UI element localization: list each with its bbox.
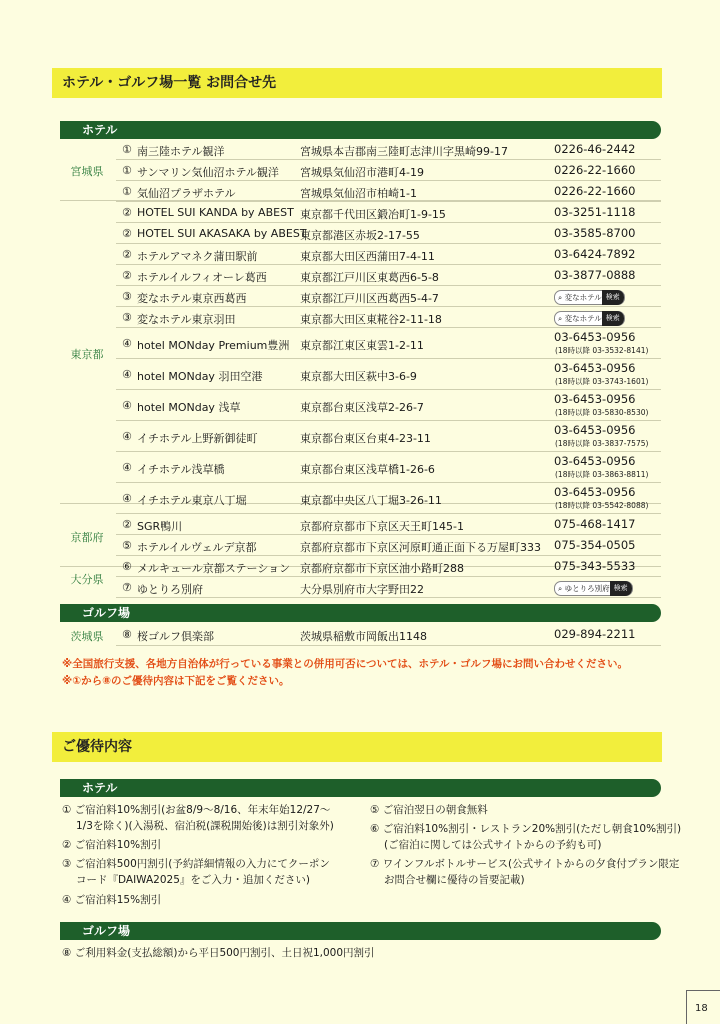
hotel-name: 変なホテル東京西葛西 [137,292,247,305]
hotel-row [116,359,661,390]
section-title-contacts: ホテル・ゴルフ場一覧 お問合せ先 [52,68,662,98]
search-keyword: 変なホテル [564,293,602,302]
search-icon: ⌕ [558,584,565,593]
hotel-number: ④ [122,399,132,412]
benefit-7: ⑦ ワインフルボトルサービス(公式サイトからの夕食付プラン限定 [370,858,680,870]
hotel-number: ① [122,164,132,177]
golf-address: 茨城県稲敷市岡飯出1148 [300,630,427,643]
hotel-address: 東京都港区赤坂2-17-55 [300,229,420,242]
hotel-address: 東京都江戸川区西葛西5-4-7 [300,292,439,305]
hotel-tel: 03-6453-0956 [554,454,636,468]
hotel-tel-after-18: (18時以降 03-5830-8530) [555,408,649,417]
benefit-7-cont: お問合せ欄に優待の旨要記載) [384,874,525,886]
hotel-address: 大分県別府市大字野田22 [300,583,424,596]
hotel-name: メルキュール京都ステーション [137,562,291,575]
hotel-name: ゆとりろ別府 [137,583,203,596]
hotel-number: ① [122,143,132,156]
hotel-address: 京都府京都市下京区天王町145-1 [300,520,464,533]
hotel-name: ホテルイルフィオーレ葛西 [137,271,267,284]
hotel-tel: 075-354-0505 [554,538,636,552]
hotel-bar: ホテル [60,121,661,139]
hotel-number: ② [122,248,132,261]
hotel-address: 東京都江戸川区東葛西6-5-8 [300,271,439,284]
hotel-name: イチホテル上野新御徒町 [137,432,258,445]
hotel-row [116,307,661,328]
hotel-address: 東京都台東区浅草2-26-7 [300,401,424,414]
hotel-number: ② [122,269,132,282]
hotel-number: ④ [122,430,132,443]
benefit-1-cont: 1/3を除く)(入湯税、宿泊税(課税開始後)は割引対象外) [76,820,334,832]
hotel-number: ④ [122,492,132,505]
hotel-row [116,556,661,577]
hotel-tel-after-18: (18時以降 03-5542-8088) [555,501,649,510]
benefit-hotel-bar: ホテル [60,779,661,797]
hotel-name: SGR鴨川 [137,520,183,533]
hotel-tel: 075-343-5533 [554,559,636,573]
hotel-row [116,265,661,286]
hotel-tel: 03-6453-0956 [554,423,636,437]
hotel-row [116,139,661,160]
hotel-tel: 03-6453-0956 [554,392,636,406]
hotel-name: hotel MONday 浅草 [137,401,241,414]
search-button[interactable]: 検索 [602,311,624,326]
hotel-address: 京都府京都市下京区油小路町288 [300,562,464,575]
hotel-tel: 0226-22-1660 [554,163,636,177]
golf-number: ⑧ [122,628,132,641]
hotel-row [116,514,661,535]
hotel-address: 東京都江東区東雲1-2-11 [300,339,424,352]
hotel-row [116,223,661,244]
hotel-tel-after-18: (18時以降 03-3863-8811) [555,470,649,479]
hotel-row [116,202,661,223]
hotel-name: 気仙沼プラザホテル [137,187,236,200]
search-box[interactable] [554,581,633,596]
hotel-address: 東京都台東区台東4-23-11 [300,432,431,445]
hotel-name: ホテルアマネク蒲田駅前 [137,250,258,263]
benefit-3-cont: コード『DAIWA2025』をご入力・追加ください) [76,874,310,886]
benefit-4: ④ ご宿泊料15%割引 [62,894,162,906]
hotel-number: ③ [122,311,132,324]
hotel-number: ② [122,206,132,219]
hotel-tel: 03-3585-8700 [554,226,636,240]
pref-oita: 大分県 [70,573,104,586]
search-icon: ⌕ [558,293,565,302]
golf-bar: ゴルフ場 [60,604,661,622]
hotel-number: ⑦ [122,581,132,594]
benefit-8: ⑧ ご利用料金(支払総額)から平日500円割引、土日祝1,000円割引 [62,947,375,959]
page-number: 18 [686,990,720,1024]
hotel-row [116,452,661,483]
hotel-number: ③ [122,290,132,303]
hotel-tel-after-18: (18時以降 03-3532-8141) [555,346,649,355]
section-title-benefits: ご優待内容 [52,732,662,762]
benefit-6: ⑥ ご宿泊料10%割引・レストラン20%割引(ただし朝食10%割引) [370,823,682,835]
hotel-name: hotel MONday 羽田空港 [137,370,263,383]
benefit-5: ⑤ ご宿泊翌日の朝食無料 [370,804,488,816]
benefit-6-cont: (ご宿泊に関しては公式サイトからの予約も可) [384,839,602,851]
hotel-name: ホテルイルヴェルデ京都 [137,541,257,554]
hotel-row [116,328,661,359]
note-1: ※全国旅行支援、各地方自治体が行っている事業との併用可否については、ホテル・ゴルフ場にお問い合わせください。 [62,658,628,670]
hotel-address: 東京都大田区萩中3-6-9 [300,370,417,383]
hotel-address: 東京都中央区八丁堀3-26-11 [300,494,442,507]
hotel-number: ① [122,185,132,198]
hotel-tel: 03-6424-7892 [554,247,636,261]
hotel-address: 宮城県本吉郡南三陸町志津川字黒崎99-17 [300,145,508,158]
note-2: ※①から⑧のご優待内容は下記をご覧ください。 [62,675,290,687]
hotel-address: 東京都台東区浅草橋1-26-6 [300,463,435,476]
hotel-row [116,577,661,598]
hotel-tel: 03-6453-0956 [554,485,636,499]
benefit-1: ① ご宿泊料10%割引(お盆8/9〜8/16、年末年始12/27〜 [62,804,331,816]
hotel-tel: 075-468-1417 [554,517,636,531]
benefit-2: ② ご宿泊料10%割引 [62,839,162,851]
hotel-name: サンマリン気仙沼ホテル観洋 [137,166,279,179]
hotel-tel: 0226-46-2442 [554,142,636,156]
pref-kyoto: 京都府 [70,531,104,544]
pref-miyagi: 宮城県 [70,165,104,178]
hotel-row [116,390,661,421]
hotel-address: 東京都大田区西蒲田7-4-11 [300,250,435,263]
hotel-name: hotel MONday Premium豊洲 [137,339,290,352]
search-icon: ⌕ [558,314,565,323]
hotel-number: ② [122,227,132,240]
golf-name: 桜ゴルフ倶楽部 [137,630,214,643]
hotel-tel: 03-6453-0956 [554,330,636,344]
hotel-tel-after-18: (18時以降 03-3837-7575) [555,439,649,448]
hotel-name: 変なホテル東京羽田 [137,313,236,326]
golf-tel: 029-894-2211 [554,627,636,641]
search-keyword: ゆとりろ別府 [564,584,610,593]
hotel-row [116,421,661,452]
hotel-number: ⑤ [122,539,132,552]
hotel-address: 宮城県気仙沼市柏崎1-1 [300,187,417,200]
search-button[interactable]: 検索 [610,581,632,596]
hotel-name: イチホテル東京八丁堀 [137,494,247,507]
hotel-number: ④ [122,337,132,350]
hotel-address: 東京都千代田区鍛冶町1-9-15 [300,208,446,221]
search-keyword: 変なホテル [564,314,602,323]
benefit-golf-bar: ゴルフ場 [60,922,661,940]
hotel-row [116,160,661,181]
hotel-address: 東京都大田区東糀谷2-11-18 [300,313,442,326]
benefit-3: ③ ご宿泊料500円割引(予約詳細情報の入力にてクーポン [62,858,330,870]
hotel-row [116,535,661,556]
hotel-number: ④ [122,461,132,474]
hotel-row [116,286,661,307]
hotel-row [116,244,661,265]
hotel-row [116,181,661,202]
hotel-tel: 0226-22-1660 [554,184,636,198]
hotel-tel: 03-3877-0888 [554,268,636,282]
hotel-number: ④ [122,368,132,381]
hotel-tel: 03-3251-1118 [554,205,636,219]
search-box[interactable] [554,311,625,326]
hotel-name: HOTEL SUI KANDA by ABEST [137,206,294,219]
pref-ibaraki: 茨城県 [70,630,104,643]
hotel-name: イチホテル浅草橋 [137,463,225,476]
hotel-address: 京都府京都市下京区河原町通正面下る万屋町333 [300,541,541,554]
hotel-name: HOTEL SUI AKASAKA by ABEST [137,227,307,240]
hotel-tel-after-18: (18時以降 03-3743-1601) [555,377,649,386]
hotel-number: ⑥ [122,560,132,573]
pref-tokyo: 東京都 [70,348,104,361]
golf-row [116,625,661,646]
search-box[interactable] [554,290,625,305]
hotel-address: 宮城県気仙沼市港町4-19 [300,166,424,179]
hotel-row [116,483,661,514]
search-button[interactable]: 検索 [602,290,624,305]
hotel-tel: 03-6453-0956 [554,361,636,375]
hotel-name: 南三陸ホテル観洋 [137,145,225,158]
hotel-number: ② [122,518,132,531]
